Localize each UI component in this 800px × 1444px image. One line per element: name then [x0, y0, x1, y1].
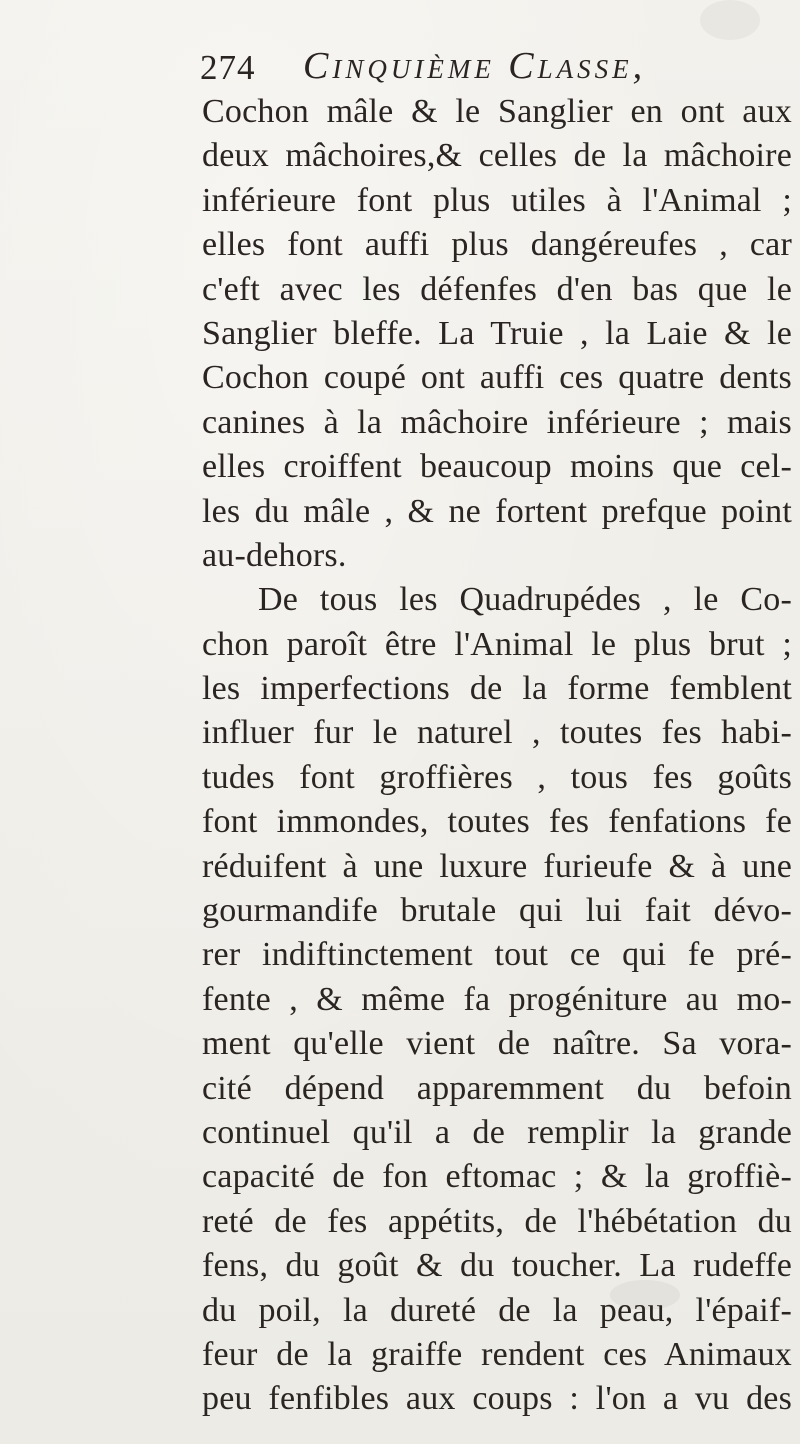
text-line: du poil, la dureté de la peau, l'épaif- [202, 1291, 792, 1329]
text-line: Cochon coupé ont auffi ces quatre dents [202, 359, 792, 397]
text-line: canines à la mâchoire inférieure ; mais [202, 403, 792, 441]
body-text [202, 90, 792, 1422]
text-line: tudes font groffières , tous fes goûts [202, 758, 792, 796]
text-line: au-dehors. [202, 536, 347, 574]
running-head-title: Cinquième Classe, [303, 45, 647, 87]
text-line: chon paroît être l'Animal le plus brut ; [202, 625, 792, 663]
text-line: De tous les Quadrupédes , le Co- [258, 581, 792, 619]
paper-stain [700, 0, 760, 40]
text-line: font immondes, toutes fes fenfations fe [202, 803, 792, 841]
text-line: deux mâchoires,& celles de la mâchoire [202, 137, 792, 175]
text-line: elles font auffi plus dangéreufes , car [202, 226, 792, 264]
text-line: fente , & même fa progéniture au mo- [202, 980, 792, 1018]
text-line: gourmandife brutale qui lui fait dévo- [202, 892, 792, 930]
text-line: reté de fes appétits, de l'hébétation du [202, 1202, 792, 1240]
text-line: réduifent à une luxure furieufe & à une [202, 847, 792, 885]
text-line: Sanglier bleffe. La Truie , la Laie & le [202, 314, 792, 352]
text-line: ment qu'elle vient de naître. Sa vora- [202, 1025, 792, 1063]
page-number: 274 [200, 48, 256, 87]
text-line: cité dépend apparemment du befoin [202, 1069, 792, 1107]
text-line: capacité de fon eftomac ; & la groffiè- [202, 1158, 792, 1196]
text-line: inférieure font plus utiles à l'Animal ; [202, 181, 792, 219]
text-line: fens, du goût & du toucher. La rudeffe [202, 1247, 792, 1285]
text-line: les du mâle , & ne fortent prefque point [202, 492, 792, 530]
text-line: feur de la graiffe rendent ces Animaux [202, 1335, 792, 1373]
text-line: Cochon mâle & le Sanglier en ont aux [202, 93, 792, 130]
text-line: continuel qu'il a de remplir la grande [202, 1113, 792, 1151]
text-line: les imperfections de la forme femblent [202, 670, 792, 708]
text-line: peu fenfibles aux coups : l'on a vu des [202, 1380, 792, 1418]
text-line: rer indiftinctement tout ce qui fe pré- [202, 936, 792, 974]
running-head [200, 44, 800, 94]
text-line: influer fur le naturel , toutes fes habi- [202, 714, 792, 752]
text-line: elles croiffent beaucoup moins que cel- [202, 448, 792, 486]
text-line: c'eft avec les défenfes d'en bas que le [202, 270, 792, 308]
